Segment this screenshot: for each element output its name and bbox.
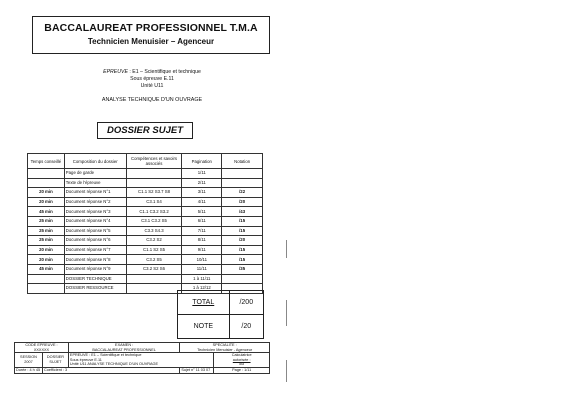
- cell-competences: C3.3 S4.3: [126, 226, 182, 236]
- cell-composition: Document réponse N°1: [64, 188, 126, 198]
- cell-composition: Texte de l'épreuve: [64, 178, 126, 188]
- table-row: [28, 264, 263, 274]
- exam-title: BACCALAUREAT PROFESSIONNEL T.M.A: [44, 22, 258, 34]
- cell-composition: Document réponse N°3: [64, 207, 126, 217]
- table-row: [28, 169, 263, 179]
- cell-pagination: 8/11: [182, 236, 222, 246]
- composition-table: [27, 153, 263, 294]
- cell-composition: Document réponse N°5: [64, 226, 126, 236]
- header-notation: Notation: [222, 154, 263, 169]
- footer-sous-epreuve: Sous épreuve E.11: [69, 357, 102, 362]
- session-value: 2007: [24, 360, 33, 365]
- cell-pagination: 1/11: [182, 169, 222, 179]
- cell-pagination: 11/11: [182, 264, 222, 274]
- cell-notation: /20: [222, 197, 263, 207]
- dossier-label: DOSSIER: [46, 355, 64, 360]
- totals-table: [177, 290, 264, 339]
- total-value: /200: [229, 291, 263, 315]
- cell-composition: DOSSIER TECHNIQUE: [64, 274, 126, 284]
- examen-cell: [68, 343, 179, 353]
- scan-mark: [286, 300, 287, 326]
- cell-temps: [28, 178, 65, 188]
- cell-temps: [28, 284, 65, 294]
- dossier-sujet-box: DOSSIER SUJET: [97, 122, 193, 139]
- cell-notation: /35: [222, 264, 263, 274]
- cell-notation: /22: [222, 188, 263, 198]
- cell-composition: Document réponse N°7: [64, 245, 126, 255]
- cell-notation: /15: [222, 216, 263, 226]
- cell-pagination: 3/11: [182, 188, 222, 198]
- calculatrice-label: Calculatrice: [231, 353, 252, 358]
- cell-notation: /15: [222, 245, 263, 255]
- cell-pagination: 10/11: [182, 255, 222, 265]
- cell-temps: 20 min: [28, 255, 65, 265]
- cell-competences: [126, 284, 182, 294]
- cell-pagination: 6/11: [182, 216, 222, 226]
- cell-temps: 25 min: [28, 236, 65, 246]
- table-row: [28, 207, 263, 217]
- cell-pagination: 5/11: [182, 207, 222, 217]
- calculatrice-value: autorisée :: [232, 357, 251, 362]
- cell-notation: [222, 178, 263, 188]
- cell-pagination: 9/11: [182, 245, 222, 255]
- header-composition: Composition du dossier: [64, 154, 126, 169]
- examen-label: EXAMEN :: [115, 343, 134, 347]
- cell-temps: 25 min: [28, 216, 65, 226]
- cell-temps: 25 min: [28, 226, 65, 236]
- calculatrice-cell: [214, 353, 270, 368]
- cell-competences: C1.1 S2 S3.7 S8: [126, 188, 182, 198]
- exam-subtitle: Technicien Menuisier – Agenceur: [87, 37, 215, 46]
- table-row: [28, 178, 263, 188]
- note-value: /20: [229, 315, 263, 339]
- scan-mark: [286, 240, 287, 258]
- cell-composition: Document réponse N°8: [64, 255, 126, 265]
- note-row: [178, 315, 264, 339]
- cell-competences: C3.2 S5: [126, 255, 182, 265]
- cell-temps: [28, 169, 65, 179]
- session-cell: [15, 353, 43, 368]
- code-epreuve-value: XXXXXX: [33, 347, 50, 352]
- footer-epreuve-line: EPREUVE : E1 – Scientifique et technique: [69, 353, 142, 358]
- epreuve-block: [40, 69, 264, 90]
- dossier-cell: [42, 353, 68, 368]
- cell-temps: 45 min: [28, 264, 65, 274]
- examen-value: BACCALAUREAT PROFESSIONNEL: [92, 347, 156, 352]
- scan-mark: [286, 360, 287, 382]
- note-label: NOTE: [178, 315, 230, 339]
- footer-unite: Unité U11 ANALYSE TECHNIQUE D'UN OUVRAGE: [69, 362, 158, 367]
- table-row: [28, 236, 263, 246]
- cell-competences: C3.2 S2: [126, 236, 182, 246]
- cell-pagination: 4/11: [182, 197, 222, 207]
- cell-composition: Document réponse N°9: [64, 264, 126, 274]
- dossier-value: SUJET: [49, 360, 62, 365]
- table-row: [28, 245, 263, 255]
- table-header-row: [28, 154, 263, 169]
- specialite-label: SPECIALITE :: [212, 343, 237, 347]
- analyse-heading: ANALYSE TECHNIQUE D'UN OUVRAGE: [101, 97, 203, 103]
- cell-competences: C3.1 C3.2 S5: [126, 216, 182, 226]
- cell-notation: [222, 169, 263, 179]
- specialite-cell: [180, 343, 270, 353]
- cell-competences: C3.2 S2 S6: [126, 264, 182, 274]
- header-pagination: Pagination: [182, 154, 222, 169]
- cell-pagination: 7/11: [182, 226, 222, 236]
- cell-temps: 45 min: [28, 207, 65, 217]
- cell-competences: C3.1 S4: [126, 197, 182, 207]
- cell-composition: Page de garde: [64, 169, 126, 179]
- table-row: [28, 188, 263, 198]
- title-box: [32, 16, 270, 54]
- coefficient-cell: Coefficient : 3: [42, 367, 179, 373]
- cell-competences: [126, 169, 182, 179]
- epreuve-desc-cell: [68, 353, 213, 368]
- footer-table: [14, 342, 270, 374]
- epreuve-line1: : E1 – Scientifique et technique: [129, 69, 201, 75]
- table-row: [28, 197, 263, 207]
- cell-temps: [28, 274, 65, 284]
- cell-temps: 20 min: [28, 245, 65, 255]
- sujet-num-cell: Sujet n° 11 03 07: [180, 367, 214, 373]
- table-row: [28, 216, 263, 226]
- cell-notation: /15: [222, 226, 263, 236]
- footer-row-3: [15, 367, 270, 373]
- cell-composition: Document réponse N°4: [64, 216, 126, 226]
- cell-composition: Document réponse N°6: [64, 236, 126, 246]
- cell-competences: [126, 274, 182, 284]
- page-cell: Page : 1/11: [214, 367, 270, 373]
- cell-composition: DOSSIER RESSOURCE: [64, 284, 126, 294]
- code-epreuve-label: CODE EPREUVE :: [25, 343, 58, 347]
- table-body: [28, 169, 263, 294]
- duree-cell: Durée : 4 h 45: [15, 367, 43, 373]
- epreuve-line3: Unité U11: [140, 83, 164, 89]
- cell-pagination: 1 à 11/11: [182, 274, 222, 284]
- total-label: TOTAL: [178, 291, 230, 315]
- footer-row-1: [15, 343, 270, 353]
- epreuve-line2: Sous épreuve E.11: [130, 76, 174, 82]
- header-competences: Compétences et savoirs associés: [126, 154, 182, 169]
- session-label: SESSION: [20, 355, 37, 360]
- cell-competences: [126, 178, 182, 188]
- cell-composition: Document réponse N°2: [64, 197, 126, 207]
- cell-temps: 20 min: [28, 197, 65, 207]
- cell-temps: 20 min: [28, 188, 65, 198]
- table-row: [28, 274, 263, 284]
- footer-row-2: [15, 353, 270, 368]
- specialite-value: Technicien Menuisier - Agenceur: [197, 347, 253, 352]
- cell-notation: /15: [222, 255, 263, 265]
- calculatrice-answer: oui: [239, 362, 245, 367]
- cell-pagination: 1 à 12/12: [182, 284, 222, 294]
- total-row: [178, 291, 264, 315]
- table-row: [28, 255, 263, 265]
- cell-notation: /20: [222, 236, 263, 246]
- table-row: [28, 226, 263, 236]
- code-epreuve-cell: [15, 343, 69, 353]
- cell-notation: [222, 274, 263, 284]
- cell-pagination: 2/11: [182, 178, 222, 188]
- header-temps: Temps conseillé: [28, 154, 65, 169]
- cell-competences: C1.1 S2 S5: [126, 245, 182, 255]
- cell-notation: /43: [222, 207, 263, 217]
- epreuve-label: EPREUVE: [103, 69, 128, 75]
- cell-competences: C1.1 C3.2 S3.2: [126, 207, 182, 217]
